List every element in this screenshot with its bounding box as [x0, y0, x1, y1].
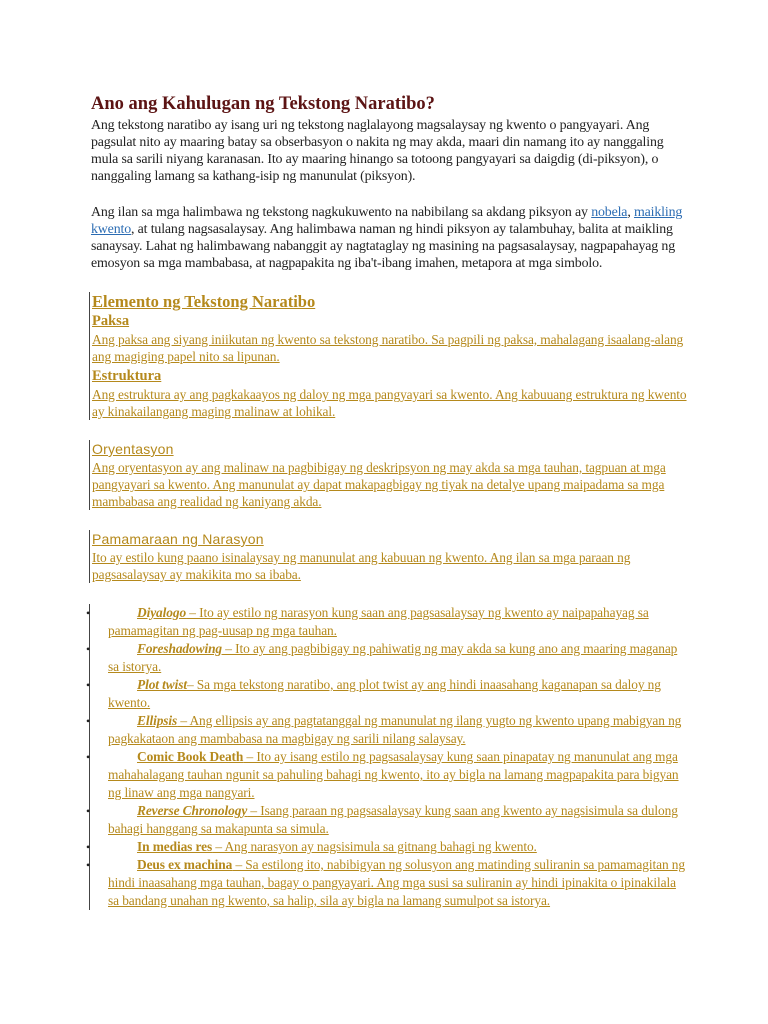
- estruktura-heading: Estruktura: [92, 368, 162, 384]
- pamamaraan-heading: Pamamaraan ng Narasyon: [92, 531, 264, 547]
- bullet-icon: •: [86, 678, 91, 692]
- list-item-ellipsis: [86, 712, 690, 748]
- list-item-deus-ex-machina: [86, 856, 690, 910]
- pamamaraan-block: [89, 530, 692, 583]
- intro-paragraph: Ang tekstong naratibo ay isang uri ng tekstong naglalayong magsalaysay ng kwento o pangyayari. Ang pagsulat nito ay maaring batay sa obserbasyon o nakita ng may akda, maari din namang ito ay nanggaling mula sa sarili niyang karanasan. Ito ay maaring hinango sa totoong pangyayari sa daigdig (di-piksyon), o nanggaling lamang sa kathang-isip ng manunulat (piksyon).: [91, 118, 664, 184]
- bullet-icon: •: [86, 840, 91, 854]
- paksa-text: Ang paksa ang siyang iniikutan ng kwento sa tekstong naratibo. Sa pagpili ng paksa, mahalagang isaalang-alang ang magiging papel nito sa lipunan.: [92, 332, 684, 364]
- list-item-diyalogo: [86, 604, 690, 640]
- oryentasyon-text: Ang oryentasyon ay ang malinaw na pagbibigay ng deskripsyon ng may akda sa mga tauhan, tagpuan at mga pangyayari sa kwento. Ang manunulat ay dapat makapagbigay ng tiyak na detalye upang maipadama sa mga mambabasa ang realidad ng kaniyang akda.: [92, 460, 666, 509]
- bullet-icon: •: [86, 858, 91, 872]
- elements-block: [89, 292, 692, 420]
- list-text: – Isang paraan ng pagsasalaysay kung saan ang kwento ay nagsisimula sa dulong bahagi hanggang sa makapunta sa simula.: [108, 803, 678, 836]
- list-term: Reverse Chronology: [137, 803, 248, 818]
- list-term: Diyalogo: [137, 605, 187, 620]
- examples-paragraph: [91, 204, 691, 272]
- bullet-icon: •: [86, 642, 91, 656]
- list-term: In medias res: [137, 839, 213, 854]
- bullet-icon: •: [86, 606, 91, 620]
- section-heading: Elemento ng Tekstong Naratibo: [92, 292, 316, 311]
- list-item-reverse-chronology: [86, 802, 690, 838]
- list-text: – Sa estilong ito, nabibigyan ng solusyon ang matinding suliranin sa pamamagitan ng hindi inaasahang mga tauhan, bagay o pangyayari. Ang mga susi sa suliranin ay hindi ipinakita o ipinakilala sa bandang unahan ng kwento, sa halip, sila ay bigla na lamang sumulpot sa istorya.: [108, 857, 685, 908]
- pamamaraan-text: Ito ay estilo kung paano isinalaysay ng manunulat ang kabuuan ng kwento. Ang ilan sa mga paraan ng pagsasalaysay ay makikita mo sa ibaba.: [92, 550, 631, 582]
- list-text: – Ang ellipsis ay ang pagtatanggal ng manunulat ng ilang yugto ng kwento upang mabigyan ng pagkakataon ang mambabasa na magbigay ng sarili nilang salaysay.: [108, 713, 682, 746]
- link-separator: ,: [627, 205, 634, 220]
- oryentasyon-heading: Oryentasyon: [92, 441, 174, 457]
- examples-text-before: Ang ilan sa mga halimbawa ng tekstong nagkukuwento na nabibilang sa akdang piksyon ay: [91, 205, 592, 220]
- estruktura-text: Ang estruktura ay ang pagkakaayos ng daloy ng mga pangyayari sa kwento. Ang kabuuang estruktura ng kwento ay kinakailangang maging malinaw at lohikal.: [92, 387, 687, 419]
- list-text: – Ang narasyon ay nagsisimula sa gitnang bahagi ng kwento.: [212, 839, 537, 854]
- bullet-icon: •: [86, 804, 91, 818]
- page-title: Ano ang Kahulugan ng Tekstong Naratibo?: [91, 94, 435, 114]
- list-text: – Ito ay estilo ng narasyon kung saan ang pagsasalaysay ng kwento ay naipapahayag sa pamamagitan ng pag-uusap ng mga tauhan.: [108, 605, 649, 638]
- list-text: – Sa mga tekstong naratibo, ang plot twist ay ang hindi inaasahang kaganapan sa daloy ng kwento.: [108, 677, 661, 710]
- paksa-heading: Paksa: [92, 313, 130, 329]
- examples-text-after: , at tulang nagsasalaysay. Ang halimbawa naman ng hindi piksyon ay talambuhay, balita at maikling sanaysay. Lahat ng halimbawang nabanggit ay nagtataglay ng masining na pagsasalaysay, nagpapahayag ng emosyon sa mga mambabasa, at nagpapakita ng iba't-ibang imahen, metapora at mga simbolo.: [91, 222, 676, 271]
- list-item-foreshadowing: [86, 640, 690, 676]
- narration-methods-list: [86, 604, 690, 910]
- list-item-comic-book-death: [86, 748, 690, 802]
- maikling-kwento-link[interactable]: maikling kwento: [91, 205, 683, 237]
- list-term: Foreshadowing: [137, 641, 223, 656]
- list-term: Comic Book Death: [137, 749, 244, 764]
- list-term: Deus ex machina: [137, 857, 233, 872]
- list-term: Ellipsis: [137, 713, 178, 728]
- list-text: – Ito ay ang pagbibigay ng pahiwatig ng may akda sa kung ano ang maaring maganap sa istorya.: [108, 641, 678, 674]
- nobela-link[interactable]: nobela: [591, 205, 628, 220]
- oryentasyon-block: [89, 440, 692, 510]
- bullet-icon: •: [86, 750, 91, 764]
- list-text: – Ito ay isang estilo ng pagsasalaysay kung saan pinapatay ng manunulat ang mga mahahalagang tauhan ngunit sa pahuling bahagi ng kwento, ito ay bigla na lamang magpapakita para bigyan ng linaw ang mga nangyari.: [108, 749, 679, 800]
- list-item-plot-twist: [86, 676, 690, 712]
- list-item-in-medias-res: [86, 838, 690, 856]
- bullet-icon: •: [86, 714, 91, 728]
- list-term: Plot twist: [137, 677, 187, 692]
